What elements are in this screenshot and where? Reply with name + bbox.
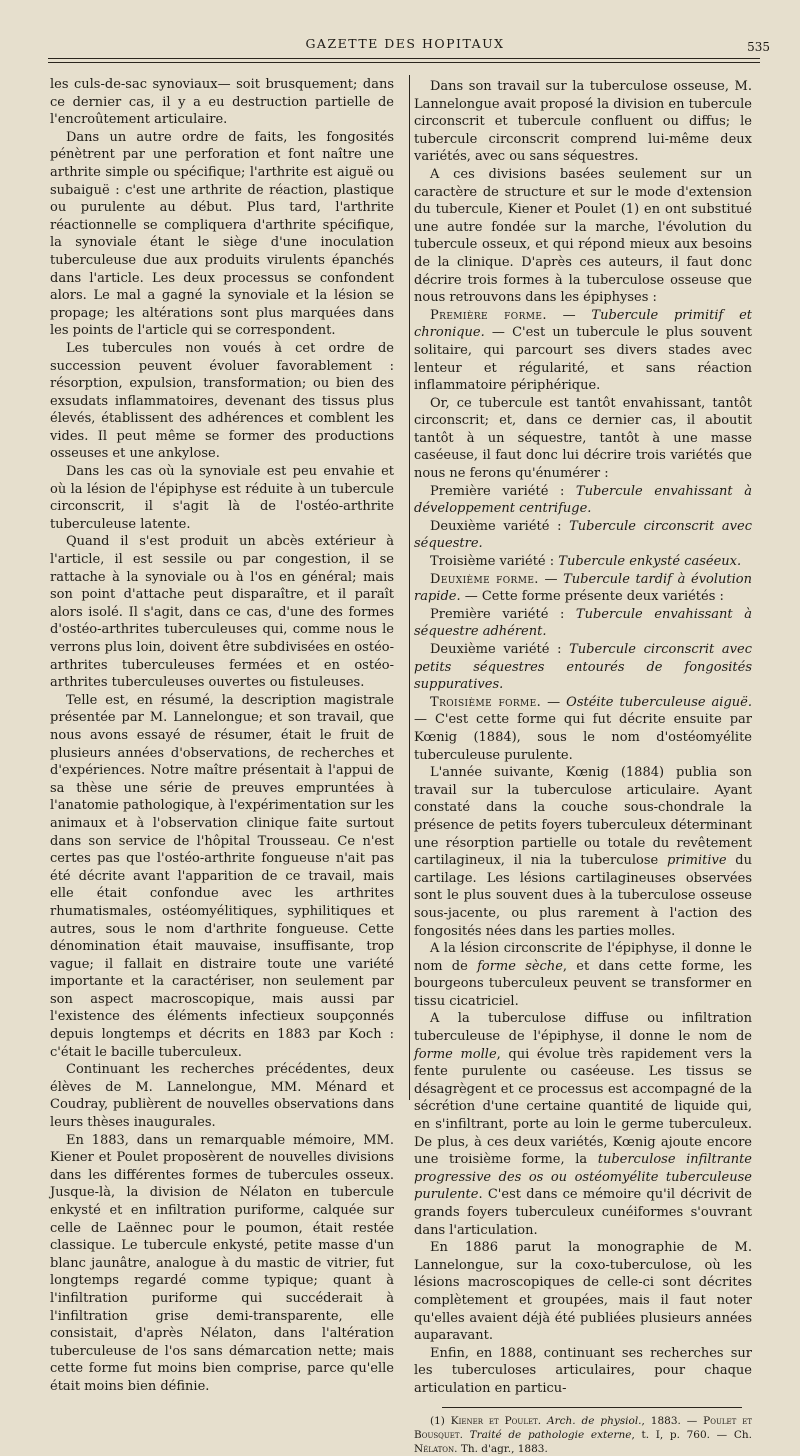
paragraph: Dans les cas où la synoviale est peu envahie et où la lésion de l'épiphyse est réduite à un tubercule circonscrit, il s'agit là de l'ostéo-arthrite tuberculeuse latente. [50,464,394,532]
paragraph: A ces divisions basées seulement sur un caractère de structure et sur le mode d'extension du tubercule, Kiener et Poulet (1) en ont substitué une autre fondée sur la marche, l'évolution du tubercule osseux, et qui répond mieux aux besoins de la clinique. D'après ces auteurs, il faut donc décrire trois formes à la tuberculose osseuse que nous retrouvons dans les épiphyses : [414,166,752,306]
paragraph: Telle est, en résumé, la description magistrale présentée par M. Lannelongue; et son travail, que nous avons essayé de résumer, était le fruit de plusieurs années d'observations, de recherches et d'expériences. Notre maître présentait à l'appui de sa thèse une série de preuves empruntées à l'anatomie pathologique, à l'expérimentation sur les animaux et à l'observation clinique faite surtout dans son service de l'hôpital Trousseau. Ce n'est certes pas que l'ostéo-arthrite fongueuse n'ait pas été décrite avant l'apparition de ce travail, mais elle était confondue avec les arthrites rhumatismales, ostéomyélitiques, syphilitiques et autres, sous le nom d'arthrite fongueuse. Cette dénomination était mauvaise, insuffisante, trop vague; il fallait en distraire toute une variété importante et la caractériser, non seulement par son aspect macroscopique, mais aussi par l'existence des éléments infectieux soupçonnés depuis longtemps et décrits en 1883 par Koch : c'était le bacille tuberculeux. [50,692,394,1060]
dash-separator: — [546,307,592,323]
variety-text: Tubercule circonscrit avec séquestre. [414,518,752,552]
paragraph: les culs-de-sac synoviaux— soit brusquement; dans ce dernier cas, il y a eu destruction partielle de l'encroûtement articulaire. [50,77,394,128]
variety-label: Deuxième variété : [430,642,570,657]
footnote-author: Kiener et Poulet. [450,1414,542,1427]
variety-text: Tubercule envahissant à séquestre adhérent. [414,606,752,640]
variety-label: Première variété : [430,606,576,622]
variety-label: Deuxième variété : [430,518,570,534]
variety-text: Tubercule circonscrit avec petits séquestres entourés de fongosités suppuratives. [414,642,752,693]
form-heading-paragraph [414,694,752,764]
form-title: Tubercule primitif et chronique. [414,307,753,341]
variety-text: Tubercule envahissant à développement centrifuge. [414,483,752,517]
paragraph: Continuant les recherches précédentes, deux élèves de M. Lannelongue, MM. Ménard et Coudray, publièrent de nouvelles observations dans leurs thèses inaugurales. [50,1062,394,1131]
left-column [50,76,394,1396]
footnote-reference: Arch. de physiol. [541,1414,642,1427]
journal-title: GAZETTE DES HOPITAUX [305,36,505,51]
form-heading-paragraph [414,307,752,395]
paragraph: Enfin, en 1888, continuant ses recherches sur les tuberculoses articulaires, pour chaque articulation en particu- [414,1345,752,1396]
paragraph: Quand il s'est produit un abcès extérieur à l'article, il est sessile ou par congestion, il se rattache à la synoviale ou à l'os en général; mais son point d'attache peut disparaître, et il paraît alors isolé. Il s'agit, dans ce cas, d'une des formes d'ostéo-arthrites tuberculeuses qui, comme nous le verrons plus loin, doivent être subdivisées en ostéo-arthrites tuberculeuses fermées et en ostéo-arthrites tuberculeuses ouvertes ou fistuleuses. [50,534,394,691]
page-number: 535 [747,40,770,54]
right-column [414,78,752,1456]
variety-line [414,641,752,694]
text-run: L'année suivante, Kœnig (1884) publia son travail sur la tuberculose articulaire. Ayant constaté dans la couche sous-chondrale la présence de petits foyers tuberculeux déterminant une résorption partielle ou totale du revêtement cartilagineux, il nia la tuberculose [414,765,752,869]
paragraph [414,764,752,940]
text-run: . C'est dans ce mémoire qu'il décrivit de grands foyers tuberculeux cunéiformes s'ouvrant dans l'articulation. [414,1187,752,1238]
footnote-text: , t. I, p. 760. — Ch. [631,1428,752,1441]
paragraph [414,940,752,1010]
footnote [414,1414,752,1456]
footnote-author: Poulet et Bousquet. [414,1414,752,1441]
header-rule [48,58,760,59]
footnote-mark: (1) [430,1414,451,1427]
text-run: , qui évolue très rapidement vers la fente purulente ou caséeuse. Les tissus se désagrègent et ce processus est accompagné de la sécrétion d'une certaine quantité de liquide qui, en s'infiltrant, porte au loin le germe tuberculeux. De plus, à ces deux variétés, Kœnig ajoute encore une troisième forme, la [414,1046,753,1168]
paragraph: En 1883, dans un remarquable mémoire, MM. Kiener et Poulet proposèrent de nouvelles divisions dans les différentes formes de tubercules osseux. Jusque-là, la division de Nélaton en tubercule enkysté et en infiltration puriforme, calquée sur celle de Laënnec pour le poumon, était restée classique. Le tubercule enkysté, petite masse d'un blanc jaunâtre, analogue à du mastic de vitrier, fut longtemps regardé comme typique; quant à l'infiltration puriforme qui succéderait à l'infiltration grise demi-transparente, elle consistait, d'après Nélaton, dans l'altération tuberculeuse de l'os sans démarcation nette; mais cette forme fut moins bien comprise, parce qu'elle était moins bien définie. [50,1132,394,1394]
paragraph: En 1886 parut la monographie de M. Lannelongue, sur la coxo-tuberculose, où les lésions macroscopiques de celle-ci sont décrites complètement et groupées, mais il faut noter qu'elles avaient déjà été publiées plusieurs années auparavant. [414,1240,752,1344]
form-title: Tubercule tardif à évolution rapide. [414,571,752,605]
paragraph: Les tubercules non voués à cet ordre de succession peuvent évoluer favorablement : résorption, expulsion, transformation; ou bien des exsudats inflammatoires, devenant des tissus plus élevés, établissent des adhérences et comblent les vides. Il peut même se former des productions osseuses et une ankylose. [50,340,394,462]
footnote-reference: Traité de pathologie externe [462,1428,632,1441]
paragraph: Or, ce tubercule est tantôt envahissant, tantôt circonscrit; et, dans ce dernier cas, il aboutit tantôt à un séquestre, tantôt à une masse caséeuse, il faut donc lui décrire trois variétés que nous ne ferons qu'énumérer : [414,395,752,482]
paragraph: Dans un autre ordre de faits, les fongosités pénètrent par une perforation et font naître une arthrite simple ou spécifique; l'arthrite est aiguë ou subaiguë : c'est une arthrite de réaction, plastique ou purulente au début. Plus tard, l'arthrite réactionnelle se compliquera d'arthrite spécifique, la synoviale étant le siège d'une inoculation tuberculeuse due aux produits virulents épanchés dans l'article. Les deux processus se confondent alors. Le mal a gagné la synoviale et la lésion se propage; les altérations sont plus marquées dans les points de l'article qui se correspondent. [50,129,394,339]
italic-term: forme molle [414,1046,497,1062]
paragraph: Dans son travail sur la tuberculose osseuse, M. Lannelongue avait proposé la division en tubercule circonscrit et tubercule confluent ou diffus; le tubercule circonscrit comprend lui-même deux variétés, avec ou sans séquestres. [414,79,752,165]
variety-line [414,606,752,641]
footnote-author: Nélaton. [414,1442,458,1455]
text-run: du cartilage. Les lésions cartilagineuses observées sont le plus souvent dues à la tuberculose osseuse sous-jacente, ou plus rarement à l'action des fongosités nées dans les parties molles. [414,853,752,939]
form-heading-paragraph [414,571,752,606]
text-run: , et dans cette forme, les bourgeons tuberculeux peuvent se transformer en tissu cicatriciel. [414,958,752,1009]
variety-label: Troisième variété : [430,554,559,570]
form-text: — C'est cette forme qui fut décrite ensuite par Kœnig (1884), sous le nom d'ostéomyélite tuberculeuse purulente. [414,712,752,763]
variety-line [414,553,752,571]
variety-line [414,483,752,518]
text-run: A la lésion circonscrite de l'épiphyse, il donne le nom de [414,941,752,974]
form-text: — Cette forme présente deux variétés : [460,589,724,605]
form-title: Ostéite tuberculeuse aiguë. [566,694,752,710]
dash-separator: — [541,694,567,710]
form-label: Troisième forme. [430,694,542,710]
variety-text: Tubercule enkysté caséeux. [558,554,742,570]
running-head [40,36,770,54]
variety-line [414,518,752,553]
footnote-text: Th. d'agr., 1883. [457,1442,548,1455]
footnote-text: , 1883. — [641,1414,704,1427]
italic-term: tuberculose infiltrante progressive des os ou ostéomyélite tuberculeuse purulente [414,1152,752,1203]
column-divider [409,75,410,1100]
italic-term: forme sèche [477,958,563,974]
form-label: Première forme. [430,307,547,323]
italic-term: primitive [666,853,727,869]
variety-label: Première variété : [430,483,576,499]
header-rule [48,62,760,63]
text-run: A la tuberculose diffuse ou infiltration tuberculeuse de l'épiphyse, il donne le nom de [414,1011,752,1045]
dash-separator: — [538,571,564,587]
form-text: — C'est un tubercule le plus souvent solitaire, qui parcourt ses divers stades avec lenteur et régularité, et sans réaction inflammatoire périphérique. [414,325,752,394]
footnote-rule [442,1407,742,1408]
form-label: Deuxième forme. [430,571,539,587]
paragraph [414,1010,752,1239]
